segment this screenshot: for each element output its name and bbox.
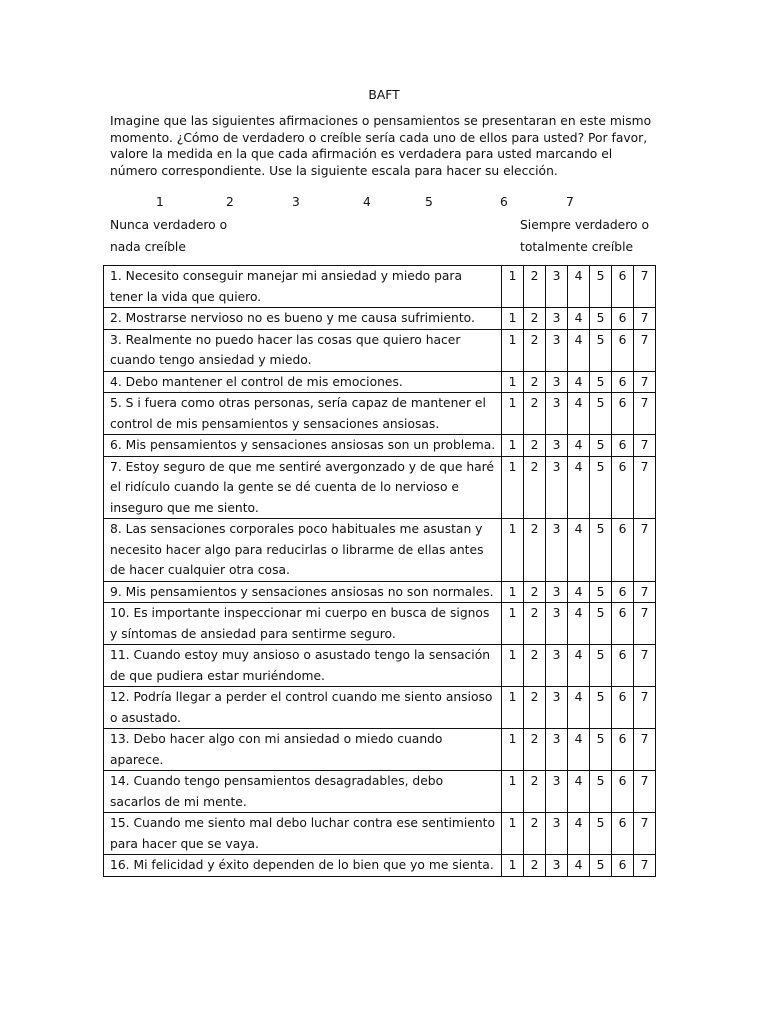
rating-option[interactable]: 6 [612, 519, 634, 582]
rating-option[interactable]: 2 [524, 581, 546, 603]
rating-option[interactable]: 6 [612, 456, 634, 519]
item-statement: 2. Mostrarse nervioso no es bueno y me causa sufrimiento. [104, 308, 502, 330]
rating-option[interactable]: 4 [568, 687, 590, 729]
rating-option[interactable]: 7 [634, 603, 656, 645]
rating-option[interactable]: 3 [546, 456, 568, 519]
item-statement: 10. Es importante inspeccionar mi cuerpo en busca de signos y síntomas de ansiedad para sentirme seguro. [104, 603, 502, 645]
rating-option[interactable]: 6 [612, 687, 634, 729]
rating-option[interactable]: 3 [546, 603, 568, 645]
table-row [104, 456, 656, 519]
rating-option[interactable]: 7 [634, 729, 656, 771]
rating-option[interactable]: 1 [502, 266, 524, 308]
rating-option[interactable]: 5 [590, 645, 612, 687]
rating-option[interactable]: 2 [524, 771, 546, 813]
rating-option[interactable]: 4 [568, 581, 590, 603]
rating-option[interactable]: 7 [634, 771, 656, 813]
rating-option[interactable]: 5 [590, 771, 612, 813]
rating-option[interactable]: 6 [612, 603, 634, 645]
rating-option[interactable]: 5 [590, 687, 612, 729]
rating-option[interactable]: 3 [546, 687, 568, 729]
rating-option[interactable]: 3 [546, 771, 568, 813]
rating-option[interactable]: 4 [568, 813, 590, 855]
rating-option[interactable]: 2 [524, 729, 546, 771]
rating-option[interactable]: 4 [568, 603, 590, 645]
rating-option[interactable]: 2 [524, 456, 546, 519]
rating-option[interactable]: 6 [612, 645, 634, 687]
table-row [104, 813, 656, 855]
anchor-high-line: totalmente creíble [520, 240, 634, 254]
rating-option[interactable]: 7 [634, 435, 656, 457]
rating-option[interactable]: 5 [590, 371, 612, 393]
item-statement: 7. Estoy seguro de que me sentiré avergonzado y de que haré el ridículo cuando la gente se dé cuenta de lo nervioso e inseguro que me siento. [104, 456, 502, 519]
rating-option[interactable]: 3 [546, 519, 568, 582]
scale-number: 5 [425, 195, 433, 209]
rating-option[interactable]: 2 [524, 645, 546, 687]
rating-option[interactable]: 7 [634, 456, 656, 519]
rating-option[interactable]: 3 [546, 729, 568, 771]
rating-option[interactable]: 5 [590, 266, 612, 308]
rating-option[interactable]: 7 [634, 855, 656, 877]
scale-number: 2 [226, 195, 234, 209]
rating-option[interactable]: 4 [568, 645, 590, 687]
items-table [103, 265, 656, 877]
rating-option[interactable]: 2 [524, 813, 546, 855]
rating-option[interactable]: 5 [590, 393, 612, 435]
rating-option[interactable]: 4 [568, 435, 590, 457]
rating-option[interactable]: 1 [502, 456, 524, 519]
item-statement: 15. Cuando me siento mal debo luchar contra ese sentimiento para hacer que se vaya. [104, 813, 502, 855]
rating-option[interactable]: 3 [546, 645, 568, 687]
rating-option[interactable]: 6 [612, 435, 634, 457]
rating-option[interactable]: 6 [612, 581, 634, 603]
rating-option[interactable]: 2 [524, 329, 546, 371]
scale-number: 3 [292, 195, 300, 209]
rating-option[interactable]: 7 [634, 329, 656, 371]
anchor-low-line: Nunca verdadero o [110, 218, 228, 232]
rating-option[interactable]: 4 [568, 308, 590, 330]
table-row [104, 603, 656, 645]
rating-option[interactable]: 2 [524, 435, 546, 457]
rating-option[interactable]: 4 [568, 329, 590, 371]
rating-option[interactable]: 1 [502, 645, 524, 687]
rating-option[interactable]: 3 [546, 435, 568, 457]
item-statement: 9. Mis pensamientos y sensaciones ansiosas no son normales. [104, 581, 502, 603]
item-statement: 1. Necesito conseguir manejar mi ansiedad y miedo para tener la vida que quiero. [104, 266, 502, 308]
rating-option[interactable]: 4 [568, 855, 590, 877]
item-statement: 4. Debo mantener el control de mis emociones. [104, 371, 502, 393]
rating-option[interactable]: 2 [524, 855, 546, 877]
rating-option[interactable]: 5 [590, 581, 612, 603]
rating-option[interactable]: 6 [612, 393, 634, 435]
rating-option[interactable]: 6 [612, 813, 634, 855]
table-row [104, 687, 656, 729]
table-row [104, 729, 656, 771]
rating-option[interactable]: 1 [502, 371, 524, 393]
table-row [104, 266, 656, 308]
rating-option[interactable]: 1 [502, 687, 524, 729]
rating-option[interactable]: 3 [546, 581, 568, 603]
rating-option[interactable]: 1 [502, 393, 524, 435]
rating-option[interactable]: 5 [590, 855, 612, 877]
rating-option[interactable]: 7 [634, 813, 656, 855]
table-row [104, 771, 656, 813]
rating-option[interactable]: 7 [634, 645, 656, 687]
rating-option[interactable]: 7 [634, 266, 656, 308]
rating-option[interactable]: 2 [524, 519, 546, 582]
scale-number: 6 [500, 195, 508, 209]
scale-number: 7 [566, 195, 574, 209]
item-statement: 12. Podría llegar a perder el control cuando me siento ansioso o asustado. [104, 687, 502, 729]
rating-option[interactable]: 5 [590, 435, 612, 457]
rating-option[interactable]: 2 [524, 308, 546, 330]
rating-option[interactable]: 3 [546, 266, 568, 308]
rating-option[interactable]: 7 [634, 393, 656, 435]
rating-option[interactable]: 1 [502, 729, 524, 771]
item-statement: 11. Cuando estoy muy ansioso o asustado tengo la sensación de que pudiera estar muriéndome. [104, 645, 502, 687]
rating-option[interactable]: 6 [612, 771, 634, 813]
scale-anchor-high [520, 214, 649, 258]
rating-option[interactable]: 5 [590, 308, 612, 330]
rating-option[interactable]: 3 [546, 308, 568, 330]
rating-option[interactable]: 1 [502, 771, 524, 813]
rating-option[interactable]: 5 [590, 519, 612, 582]
table-row [104, 329, 656, 371]
rating-option[interactable]: 1 [502, 329, 524, 371]
rating-option[interactable]: 1 [502, 603, 524, 645]
item-statement: 6. Mis pensamientos y sensaciones ansiosas son un problema. [104, 435, 502, 457]
rating-option[interactable]: 4 [568, 371, 590, 393]
rating-option[interactable]: 5 [590, 329, 612, 371]
item-statement: 8. Las sensaciones corporales poco habituales me asustan y necesito hacer algo para reducirlas o librarme de ellas antes de hacer cualquier otra cosa. [104, 519, 502, 582]
scale-anchor-low [110, 214, 227, 258]
anchor-low-line: nada creíble [110, 240, 186, 254]
rating-option[interactable]: 4 [568, 266, 590, 308]
rating-option[interactable]: 2 [524, 603, 546, 645]
rating-option[interactable]: 2 [524, 266, 546, 308]
item-statement: 14. Cuando tengo pensamientos desagradables, debo sacarlos de mi mente. [104, 771, 502, 813]
table-row [104, 308, 656, 330]
rating-option[interactable]: 5 [590, 813, 612, 855]
rating-option[interactable]: 2 [524, 371, 546, 393]
rating-option[interactable]: 6 [612, 371, 634, 393]
rating-option[interactable]: 4 [568, 456, 590, 519]
item-statement: 5. S i fuera como otras personas, sería capaz de mantener el control de mis pensamientos y sensaciones ansiosas. [104, 393, 502, 435]
rating-option[interactable]: 6 [612, 266, 634, 308]
rating-option[interactable]: 6 [612, 729, 634, 771]
rating-option[interactable]: 3 [546, 855, 568, 877]
table-row [104, 581, 656, 603]
rating-option[interactable]: 4 [568, 771, 590, 813]
rating-option[interactable]: 4 [568, 519, 590, 582]
rating-option[interactable]: 5 [590, 456, 612, 519]
table-row [104, 435, 656, 457]
scale-number: 1 [156, 195, 164, 209]
table-row [104, 519, 656, 582]
rating-option[interactable]: 1 [502, 813, 524, 855]
rating-option[interactable]: 3 [546, 329, 568, 371]
rating-option[interactable]: 3 [546, 371, 568, 393]
rating-option[interactable]: 5 [590, 729, 612, 771]
rating-option[interactable]: 7 [634, 687, 656, 729]
rating-option[interactable]: 7 [634, 519, 656, 582]
table-row [104, 645, 656, 687]
rating-option[interactable]: 6 [612, 308, 634, 330]
rating-option[interactable]: 7 [634, 308, 656, 330]
item-statement: 3. Realmente no puedo hacer las cosas que quiero hacer cuando tengo ansiedad y miedo. [104, 329, 502, 371]
rating-option[interactable]: 1 [502, 519, 524, 582]
rating-option[interactable]: 6 [612, 855, 634, 877]
rating-option[interactable]: 2 [524, 687, 546, 729]
rating-option[interactable]: 2 [524, 393, 546, 435]
rating-option[interactable]: 7 [634, 581, 656, 603]
rating-option[interactable]: 4 [568, 393, 590, 435]
rating-option[interactable]: 6 [612, 329, 634, 371]
instructions-paragraph: Imagine que las siguientes afirmaciones o pensamientos se presentaran en este mismo momento. ¿Cómo de verdadero o creíble sería cada uno de ellos para usted? Por favor, valore la medida en la que cada afirmación es verdadera para usted marcando el número correspondiente. Use la siguiente escala para hacer su elección. [110, 114, 652, 178]
rating-option[interactable]: 3 [546, 393, 568, 435]
table-row [104, 855, 656, 877]
rating-option[interactable]: 1 [502, 308, 524, 330]
anchor-high-line: Siempre verdadero o [520, 218, 649, 232]
rating-option[interactable]: 1 [502, 435, 524, 457]
rating-option[interactable]: 7 [634, 371, 656, 393]
table-row [104, 393, 656, 435]
table-row [104, 371, 656, 393]
rating-option[interactable]: 1 [502, 855, 524, 877]
item-statement: 16. Mi felicidad y éxito dependen de lo bien que yo me sienta. [104, 855, 502, 877]
scale-number: 4 [363, 195, 371, 209]
rating-option[interactable]: 1 [502, 581, 524, 603]
rating-option[interactable]: 3 [546, 813, 568, 855]
rating-option[interactable]: 5 [590, 603, 612, 645]
item-statement: 13. Debo hacer algo con mi ansiedad o miedo cuando aparece. [104, 729, 502, 771]
document-title: BAFT [368, 88, 400, 102]
rating-option[interactable]: 4 [568, 729, 590, 771]
